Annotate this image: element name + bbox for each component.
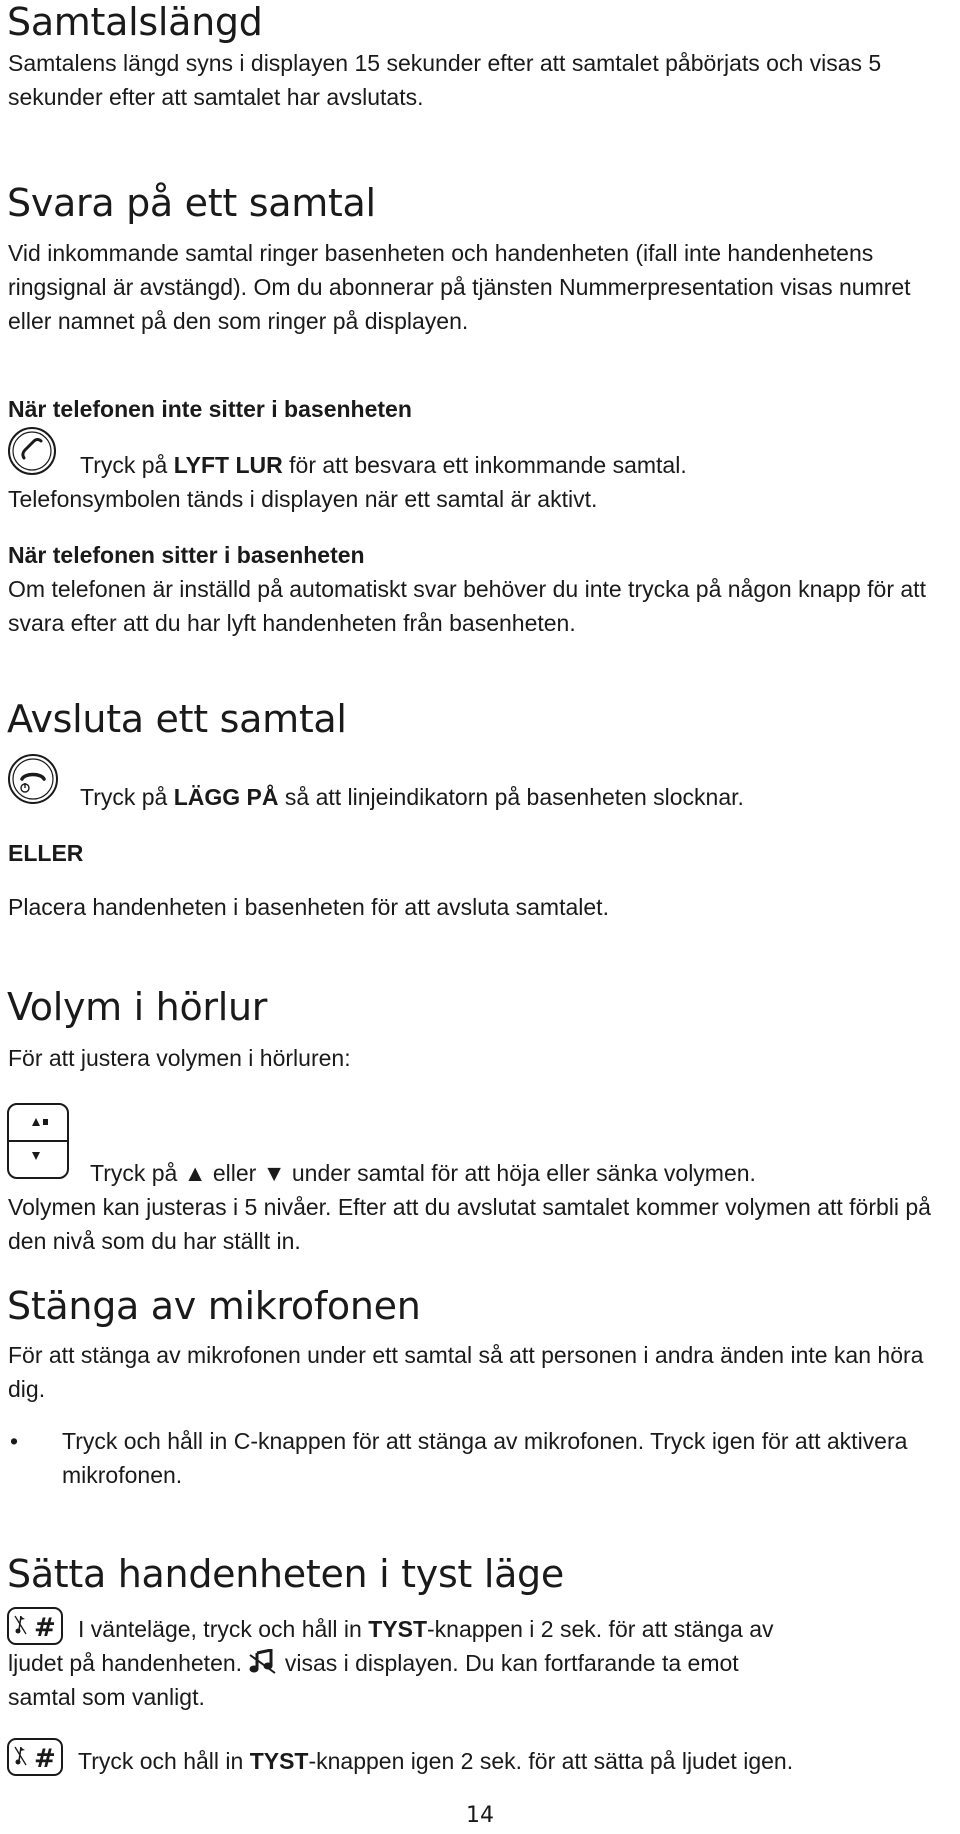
- line-phone-symbol: Telefonsymbolen tänds i displayen när ett samtal är aktivt.: [8, 486, 598, 512]
- key-lagg-pa: LÄGG PÅ: [173, 784, 279, 810]
- heading-avsluta: Avsluta ett samtal: [7, 697, 347, 741]
- text-mute2-post: visas i displayen. Du kan fortfarande ta emot: [278, 1650, 739, 1676]
- bullet-mute-mic: Tryck och håll in C-knappen för att stänga av mikrofonen. Tryck igen för att aktivera mikrofonen.: [62, 1428, 908, 1488]
- svg-text:#: #: [34, 1613, 56, 1643]
- hash-mute-key-icon: [6, 1737, 64, 1777]
- heading-samtalslangd: Samtalslängd: [7, 0, 263, 44]
- text-mute1-pre: I vänteläge, tryck och håll in: [78, 1616, 369, 1642]
- text-press-pre: Tryck på: [80, 452, 174, 478]
- eller-label: ELLER: [8, 840, 84, 866]
- bullet-dot: •: [10, 1428, 19, 1454]
- text-unmute-pre: Tryck och håll in: [78, 1748, 250, 1774]
- line-place-handset: Placera handenheten i basenheten för att avsluta samtalet.: [8, 894, 609, 920]
- subheading-not-in-base: När telefonen inte sitter i basenheten: [8, 396, 412, 422]
- subheading-in-base: När telefonen sitter i basenheten: [8, 542, 365, 568]
- line-mute-3: samtal som vanligt.: [8, 1684, 205, 1710]
- line-volume-press: Tryck på ▲ eller ▼ under samtal för att höja eller sänka volymen.: [90, 1160, 756, 1186]
- text-mute2-pre: ljudet på handenheten.: [8, 1650, 249, 1676]
- hash-mute-key-icon: [6, 1606, 64, 1646]
- svg-text:#: #: [34, 1744, 56, 1774]
- volume-up-down-key-icon: [6, 1102, 70, 1180]
- text-mute1-post: -knappen i 2 sek. för att stänga av: [427, 1616, 774, 1642]
- end-key-icon: [6, 752, 60, 806]
- text-press-post: för att besvara ett inkommande samtal.: [282, 452, 687, 478]
- paragraph-volume-levels: Volymen kan justeras i 5 nivåer. Efter att du avslutat samtalet kommer volymen att förbli på den nivå som du har ställt in.: [8, 1194, 931, 1254]
- heading-tyst: Sätta handenheten i tyst läge: [7, 1552, 564, 1596]
- text-unmute-post: -knappen igen 2 sek. för att sätta på ljudet igen.: [308, 1748, 794, 1774]
- line-unmute: [78, 1744, 793, 1778]
- line-mute-2: [8, 1646, 739, 1680]
- line-mute-1: [78, 1612, 773, 1646]
- ringer-off-icon: [248, 1649, 278, 1675]
- line-press-end: [80, 780, 744, 814]
- talk-key-icon: [6, 425, 58, 477]
- line-press-talk: [80, 448, 687, 482]
- paragraph-svara: Vid inkommande samtal ringer basenheten och handenheten (ifall inte handenhetens ringsignal är avstängd). Om du abonnerar på tjänsten Nummerpresentation visas numret eller namnet på den som ringer på displayen.: [8, 240, 911, 334]
- heading-mikrofon: Stänga av mikrofonen: [7, 1284, 421, 1328]
- heading-volym: Volym i hörlur: [7, 985, 268, 1029]
- text-end-post: så att linjeindikatorn på basenheten slocknar.: [278, 784, 744, 810]
- paragraph-auto-answer: Om telefonen är inställd på automatiskt svar behöver du inte trycka på någon knapp för att svara efter att du har lyft handenheten från basenheten.: [8, 576, 926, 636]
- key-tyst-1: TYST: [368, 1616, 427, 1642]
- key-tyst-2: TYST: [249, 1748, 309, 1774]
- text-end-pre: Tryck på: [80, 784, 174, 810]
- key-lyft-lur: LYFT LUR: [173, 452, 283, 478]
- heading-svara: Svara på ett samtal: [7, 181, 376, 225]
- paragraph-samtalslangd: Samtalens längd syns i displayen 15 sekunder efter att samtalet påbörjats och visas 5 sekunder efter att samtalet har avslutats.: [8, 50, 882, 110]
- paragraph-mikrofon: För att stänga av mikrofonen under ett samtal så att personen i andra änden inte kan höra dig.: [8, 1342, 924, 1402]
- line-volume-intro: För att justera volymen i hörluren:: [8, 1045, 351, 1071]
- page-number: 14: [466, 1803, 494, 1828]
